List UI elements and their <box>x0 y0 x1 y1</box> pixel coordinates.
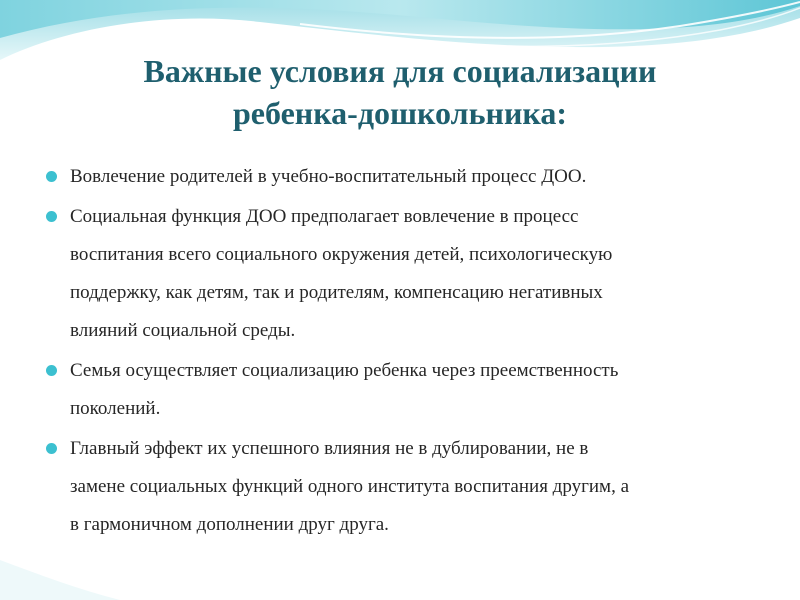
bullet-list <box>46 158 746 546</box>
bullet-text-line: воспитания всего социального окружения детей, психологическую <box>70 244 613 265</box>
title-line-2: ребенка-дошкольника: <box>233 95 567 131</box>
bullet-text-line: в гармоничном дополнении друг друга. <box>70 514 389 535</box>
bullet-text-line: замене социальных функций одного института воспитания другим, а <box>70 476 630 497</box>
bullet-dot-icon <box>46 365 57 376</box>
bullet-item-2 <box>46 198 746 350</box>
bullet-text-line: Главный эффект их успешного влияния не в дублировании, не в <box>70 438 589 459</box>
bullet-dot-icon <box>46 211 57 222</box>
wave-corner-bottom-left <box>0 560 120 600</box>
bullet-text-line: влияний социальной среды. <box>70 320 296 341</box>
slide-title <box>0 50 800 134</box>
title-line-1: Важные условия для социализации <box>143 53 657 89</box>
bullet-dot-icon <box>46 171 57 182</box>
bullet-text-line: Вовлечение родителей в учебно-воспитательный процесс ДОО. <box>70 166 587 187</box>
bullet-dot-icon <box>46 443 57 454</box>
bullet-text-line: Социальная функция ДОО предполагает вовлечение в процесс <box>70 206 579 227</box>
bullet-item-4 <box>46 430 746 544</box>
bullet-text-line: Семья осуществляет социализацию ребенка через преемственность <box>70 360 619 381</box>
bullet-text-line: поддержку, как детям, так и родителям, компенсацию негативных <box>70 282 603 303</box>
bullet-item-1 <box>46 158 746 196</box>
bullet-text-line: поколений. <box>70 398 161 419</box>
bullet-item-3 <box>46 352 746 428</box>
